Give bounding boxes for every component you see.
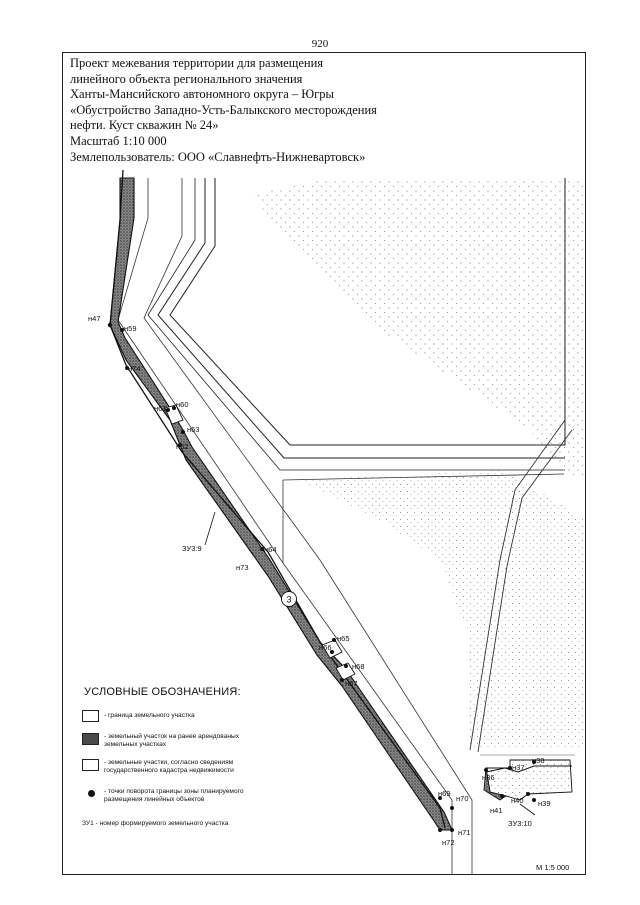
legend-text: - земельные участки, согласно сведениям государственного кадастра недвижимости <box>104 759 234 774</box>
point-label: н59 <box>124 324 137 333</box>
plot-id-label: ЗУ3:10 <box>508 819 532 828</box>
point-marker <box>484 768 488 772</box>
point-label: н67 <box>345 679 358 688</box>
legend-text: - точки поворота границы зоны планируемого размещения линейных объектов <box>104 788 244 803</box>
point-marker <box>526 792 530 796</box>
point-label: н41 <box>490 806 503 815</box>
title-line: Ханты-Мансийского автономного округа – Югры <box>70 87 334 102</box>
point-marker <box>108 323 112 327</box>
point-label: н64 <box>264 545 277 554</box>
point-label: н62 <box>176 442 189 451</box>
leader-line <box>205 512 215 545</box>
terrain-stipple <box>250 178 585 480</box>
point-label: н60 <box>176 400 189 409</box>
scale-line: Масштаб 1:10 000 <box>70 133 167 148</box>
legend-text: ЗУ1 - номер формируемого земельного участка <box>82 820 229 827</box>
point-marker <box>344 664 348 668</box>
point-marker <box>332 638 336 642</box>
point-marker <box>500 794 504 798</box>
point-label: н74 <box>128 364 141 373</box>
point-label: н72 <box>442 838 455 847</box>
legend-swatch <box>82 710 99 722</box>
leader-line <box>520 804 535 815</box>
point-marker <box>340 678 344 682</box>
point-marker <box>438 828 442 832</box>
page-number: 920 <box>311 38 329 50</box>
legend-text: - граница земельного участка <box>104 712 195 719</box>
point-label: н73 <box>236 563 249 572</box>
point-label: н65 <box>337 634 350 643</box>
legend-swatch <box>82 733 99 745</box>
point-marker <box>450 828 454 832</box>
title-line: нефти. Куст скважин № 24» <box>70 118 219 133</box>
point-marker <box>532 798 536 802</box>
point-label: н69 <box>438 789 451 798</box>
point-label: н68 <box>352 662 365 671</box>
point-label: н61 <box>154 404 167 413</box>
inset-scale: М 1:5 000 <box>536 863 570 872</box>
point-label: н66 <box>319 643 332 652</box>
point-label: н37 <box>512 763 525 772</box>
point-marker <box>181 430 185 434</box>
title-line: Проект межевания территории для размещения <box>70 56 324 70</box>
legend-dot <box>88 790 95 797</box>
title-line: «Обустройство Западно-Усть-Балыкского месторождения <box>70 102 377 117</box>
legend-swatch <box>82 759 99 771</box>
point-label: н63 <box>187 425 200 434</box>
land-user-line: Землепользователь: ООО «Славнефть-Нижневартовск» <box>70 149 366 164</box>
point-label: н71 <box>458 828 471 837</box>
legend-text: - земельный участок на ранее арендованых земельных участках <box>104 733 240 748</box>
point-marker <box>166 408 170 412</box>
point-label: н38 <box>532 756 545 765</box>
point-label: н47 <box>88 314 101 323</box>
point-marker <box>450 806 454 810</box>
legend-title: УСЛОВНЫЕ ОБОЗНАЧЕНИЯ: <box>84 686 241 698</box>
point-label: н70 <box>456 794 469 803</box>
plot-number-label: 3 <box>286 594 292 605</box>
title-line: линейного объекта регионального значения <box>70 71 303 86</box>
plot-id-label: ЗУ3:9 <box>182 544 202 553</box>
point-label: н36 <box>482 773 495 782</box>
point-label: н39 <box>538 799 551 808</box>
point-label: н40 <box>511 796 524 805</box>
terrain-stipple <box>300 470 585 748</box>
